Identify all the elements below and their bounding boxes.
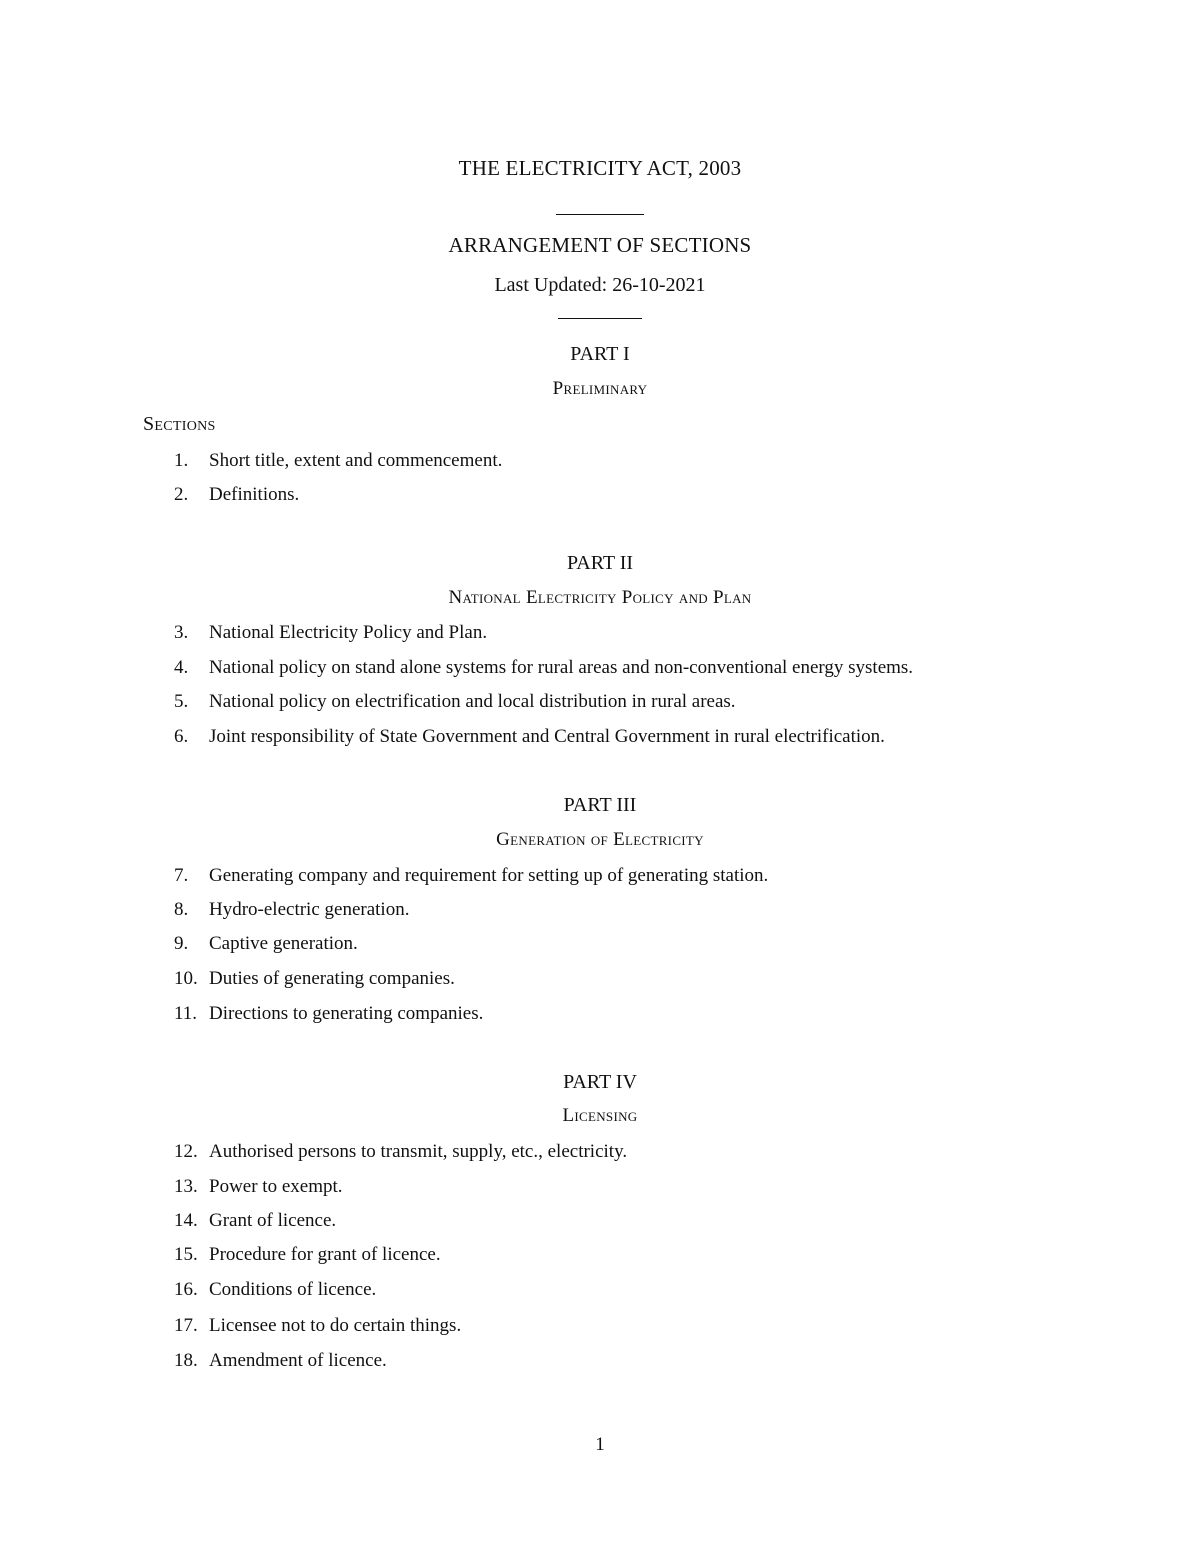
section-number: 17.: [174, 1315, 198, 1336]
section-number: 11.: [174, 1003, 198, 1024]
part-label: PART I: [570, 343, 630, 365]
section-title: Power to exempt.: [209, 1176, 343, 1197]
section-number: 3.: [174, 622, 189, 643]
part-heading: Licensing: [562, 1105, 638, 1126]
part-heading: Preliminary: [552, 378, 648, 399]
section-number: 12.: [174, 1141, 198, 1162]
section-number: 1.: [174, 450, 189, 471]
section-number: 5.: [174, 691, 189, 712]
part-label: PART II: [566, 552, 634, 574]
part-heading: Generation of Electricity: [496, 829, 704, 850]
section-number: 7.: [174, 865, 189, 886]
subtitle-divider: [558, 318, 642, 319]
section-title: Short title, extent and commencement.: [209, 450, 503, 471]
section-number: 6.: [174, 726, 189, 747]
section-number: 10.: [174, 968, 198, 989]
section-title: Authorised persons to transmit, supply, etc., electricity.: [209, 1141, 628, 1162]
section-number: 9.: [174, 933, 189, 954]
section-title: National policy on electrification and local distribution in rural areas.: [209, 691, 736, 712]
section-number: 13.: [174, 1176, 198, 1197]
section-title: Joint responsibility of State Government and Central Government in rural electrification.: [209, 726, 885, 747]
section-number: 2.: [174, 484, 189, 505]
section-number: 8.: [174, 899, 189, 920]
section-title: Directions to generating companies.: [209, 1003, 484, 1024]
section-title: Licensee not to do certain things.: [209, 1315, 462, 1336]
document-title: THE ELECTRICITY ACT, 2003: [458, 156, 742, 180]
title-divider: [556, 214, 644, 215]
section-number: 18.: [174, 1350, 198, 1371]
part-label: PART III: [563, 794, 637, 816]
section-title: Generating company and requirement for setting up of generating station.: [209, 865, 769, 886]
section-title: Definitions.: [209, 484, 300, 505]
section-title: Amendment of licence.: [209, 1350, 387, 1371]
section-title: National Electricity Policy and Plan.: [209, 622, 488, 643]
section-title: Hydro-electric generation.: [209, 899, 410, 920]
section-title: Conditions of licence.: [209, 1279, 377, 1300]
section-number: 4.: [174, 657, 189, 678]
page-number: 1: [595, 1434, 605, 1455]
part-label: PART IV: [563, 1071, 637, 1093]
section-number: 15.: [174, 1244, 198, 1265]
section-title: Grant of licence.: [209, 1210, 337, 1231]
part-heading: National Electricity Policy and Plan: [448, 587, 752, 608]
section-title: Captive generation.: [209, 933, 358, 954]
section-number: 16.: [174, 1279, 198, 1300]
sections-label: Sections: [143, 413, 216, 435]
section-title: Procedure for grant of licence.: [209, 1244, 441, 1265]
document-subtitle: ARRANGEMENT OF SECTIONS: [448, 233, 752, 257]
last-updated: Last Updated: 26-10-2021: [494, 274, 706, 296]
section-title: Duties of generating companies.: [209, 968, 455, 989]
section-number: 14.: [174, 1210, 198, 1231]
section-title: National policy on stand alone systems for rural areas and non-conventional energy systems.: [209, 657, 914, 678]
